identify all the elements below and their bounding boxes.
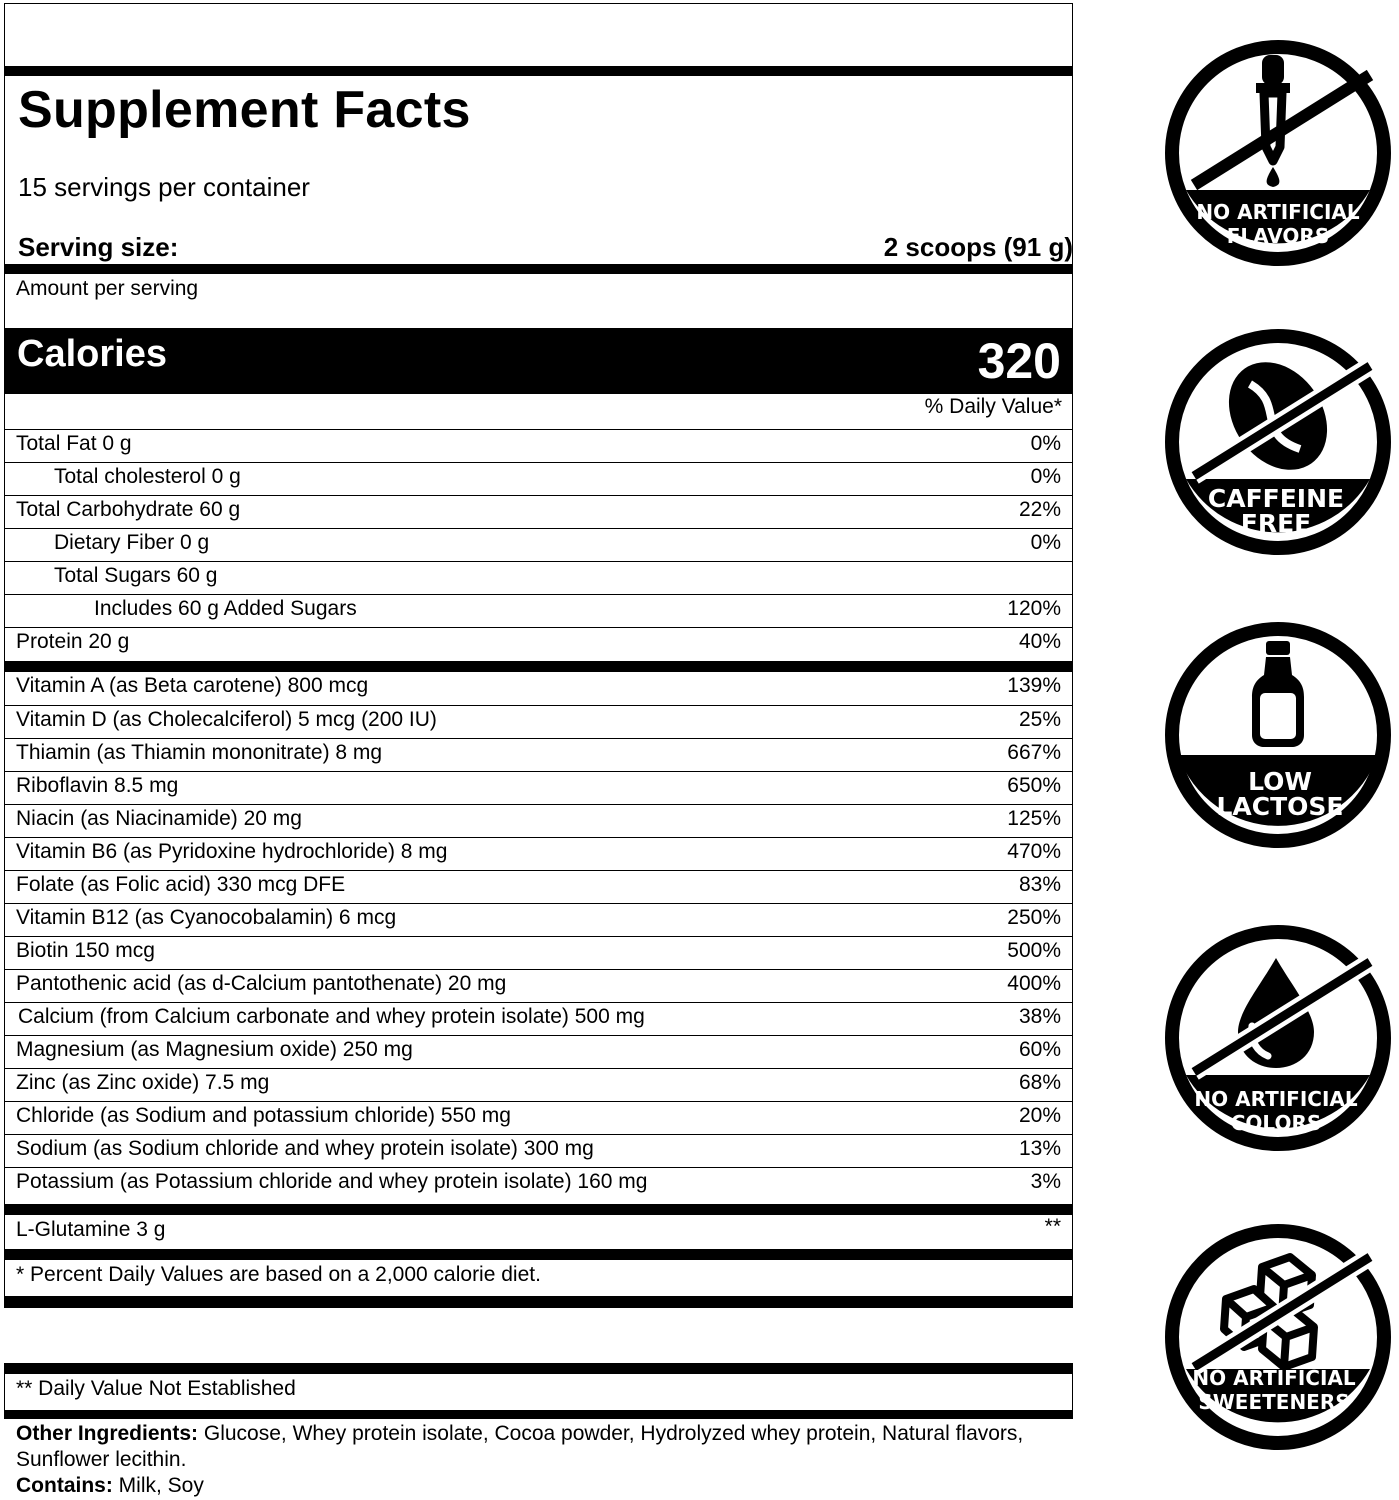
nutrient-row xyxy=(4,594,1073,627)
second-box-bottom-bar xyxy=(4,1410,1073,1419)
vitamin-name: Sodium (as Sodium chloride and whey protein isolate) 300 mg xyxy=(16,1137,594,1160)
servings-per-container: 15 servings per container xyxy=(18,172,310,202)
nutrient-dv: 0% xyxy=(1030,465,1061,488)
nutrient-name: Total Carbohydrate 60 g xyxy=(16,498,241,521)
vitamin-row xyxy=(4,738,1073,771)
other-ingredients-label: Other Ingredients: xyxy=(16,1422,199,1445)
footnote-daily-value: * Percent Daily Values are based on a 2,000 calorie diet. xyxy=(16,1263,541,1286)
badge-line2: SWEETENERS xyxy=(1198,1390,1350,1414)
panel-title: Supplement Facts xyxy=(18,81,471,139)
nutrient-row xyxy=(4,462,1073,495)
badge-no-artificial-flavors xyxy=(1160,35,1396,271)
nutrient-row xyxy=(4,495,1073,528)
badge-no-artificial-sweeteners xyxy=(1160,1219,1396,1455)
vitamin-name: Folate (as Folic acid) 330 mcg DFE xyxy=(16,873,346,896)
vitamin-name: Biotin 150 mcg xyxy=(16,939,155,962)
vitamin-dv: 139% xyxy=(1007,674,1061,697)
vitamin-row xyxy=(4,837,1073,870)
nutrient-dv: 0% xyxy=(1030,531,1061,554)
serving-divider xyxy=(4,264,1073,274)
nutrient-dv: 120% xyxy=(1007,597,1061,620)
contains-label: Contains: xyxy=(16,1474,113,1497)
badge-line2: LACTOSE xyxy=(1216,792,1344,821)
badge-no-artificial-colors xyxy=(1160,920,1396,1156)
nutrient-row xyxy=(4,429,1073,462)
serving-size-value: 2 scoops (91 g) xyxy=(884,232,1073,265)
vitamin-dv: 83% xyxy=(1018,873,1061,896)
vitamin-name: Calcium (from Calcium carbonate and whey protein isolate) 500 mg xyxy=(18,1005,645,1028)
contains-text: Milk, Soy xyxy=(112,1474,204,1497)
badge-line1: CAFFEINE xyxy=(1207,484,1345,513)
footnote-divider xyxy=(4,1249,1073,1260)
vitamin-row xyxy=(4,870,1073,903)
vitamin-dv: 38% xyxy=(1018,1005,1061,1028)
nutrient-name: Protein 20 g xyxy=(16,630,130,653)
calories-label: Calories xyxy=(17,333,167,375)
nutrient-row xyxy=(4,528,1073,561)
footnote-not-established: ** Daily Value Not Established xyxy=(16,1377,296,1400)
vitamin-row xyxy=(4,969,1073,1002)
nutrient-name: Total Fat 0 g xyxy=(16,432,132,455)
badge-line1: NO ARTIFICIAL xyxy=(1192,1366,1356,1390)
vitamin-row xyxy=(4,1068,1073,1101)
vitamin-dv: 25% xyxy=(1018,708,1061,731)
vitamin-dv: 400% xyxy=(1007,972,1061,995)
vitamin-name: Zinc (as Zinc oxide) 7.5 mg xyxy=(16,1071,270,1094)
vitamin-row xyxy=(4,1101,1073,1134)
nutrient-dv: 40% xyxy=(1018,630,1061,653)
calories-value: 320 xyxy=(977,333,1061,389)
vitamin-name: Magnesium (as Magnesium oxide) 250 mg xyxy=(16,1038,413,1061)
badge-line2: FLAVORS xyxy=(1226,224,1330,248)
daily-value-header: % Daily Value* xyxy=(924,395,1062,418)
vitamin-row xyxy=(4,771,1073,804)
vitamin-dv: 125% xyxy=(1007,807,1061,830)
nutrient-name: Includes 60 g Added Sugars xyxy=(94,597,357,620)
other-ingredients xyxy=(16,1421,1096,1499)
vitamin-name: Pantothenic acid (as d-Calcium pantothenate) 20 mg xyxy=(16,972,507,995)
vitamin-divider xyxy=(4,1204,1073,1215)
nutrient-name: Total cholesterol 0 g xyxy=(54,465,241,488)
vitamin-name: Thiamin (as Thiamin mononitrate) 8 mg xyxy=(16,741,383,764)
vitamin-row xyxy=(4,705,1073,738)
badge-low-lactose xyxy=(1160,617,1396,853)
badge-line2: COLORS xyxy=(1230,1111,1322,1135)
vitamin-row xyxy=(4,1134,1073,1167)
amount-per-serving: Amount per serving xyxy=(16,277,199,300)
nutrient-name: Dietary Fiber 0 g xyxy=(54,531,210,554)
serving-size-label: Serving size: xyxy=(18,232,179,262)
calories-band xyxy=(4,328,1073,394)
vitamin-row xyxy=(4,672,1073,705)
vitamin-dv: 250% xyxy=(1007,906,1061,929)
vitamin-dv: 3% xyxy=(1030,1170,1061,1193)
vitamin-name: Vitamin B12 (as Cyanocobalamin) 6 mcg xyxy=(16,906,397,929)
badge-line2: FREE xyxy=(1240,509,1312,538)
vitamin-dv: 60% xyxy=(1018,1038,1061,1061)
vitamin-dv: 650% xyxy=(1007,774,1061,797)
vitamin-row xyxy=(4,936,1073,969)
vitamin-name: Vitamin A (as Beta carotene) 800 mcg xyxy=(16,674,369,697)
badge-caffeine-free xyxy=(1160,324,1396,560)
vitamin-row xyxy=(4,903,1073,936)
nutrient-row xyxy=(4,561,1073,594)
vitamin-name: Potassium (as Potassium chloride and whey protein isolate) 160 mg xyxy=(16,1170,648,1193)
top-divider xyxy=(4,66,1073,76)
badge-line1: LOW xyxy=(1248,767,1312,796)
other-ingredients-text: Glucose, Whey protein isolate, Cocoa powder, Hydrolyzed whey protein, Natural flavors, Sunflower lecithin. xyxy=(16,1422,1024,1471)
badge-line1: NO ARTIFICIAL xyxy=(1196,200,1360,224)
vitamin-name: Vitamin B6 (as Pyridoxine hydrochloride) 8 mg xyxy=(16,840,448,863)
nutrient-dv: 22% xyxy=(1018,498,1061,521)
badge-line1: NO ARTIFICIAL xyxy=(1194,1087,1358,1111)
vitamin-dv: 20% xyxy=(1018,1104,1061,1127)
vitamin-dv: 667% xyxy=(1007,741,1061,764)
vitamin-dv: 470% xyxy=(1007,840,1061,863)
vitamin-dv: 68% xyxy=(1018,1071,1061,1094)
vitamin-row xyxy=(4,804,1073,837)
vitamin-row xyxy=(4,1167,1073,1200)
other-nutrient-name: L-Glutamine 3 g xyxy=(16,1218,166,1241)
vitamin-name: Vitamin D (as Cholecalciferol) 5 mcg (200 IU) xyxy=(16,708,437,731)
nutrient-dv: 0% xyxy=(1030,432,1061,455)
vitamin-dv: 13% xyxy=(1018,1137,1061,1160)
bottom-divider xyxy=(4,1296,1073,1308)
nutrient-name: Total Sugars 60 g xyxy=(54,564,218,587)
vitamin-row xyxy=(4,1002,1073,1035)
vitamin-name: Niacin (as Niacinamide) 20 mg xyxy=(16,807,302,830)
vitamin-dv: 500% xyxy=(1007,939,1061,962)
nutrient-row xyxy=(4,627,1073,660)
vitamin-name: Riboflavin 8.5 mg xyxy=(16,774,179,797)
vitamin-row xyxy=(4,1035,1073,1068)
vitamin-name: Chloride (as Sodium and potassium chloride) 550 mg xyxy=(16,1104,511,1127)
other-nutrient-row xyxy=(4,1215,1073,1249)
macro-divider xyxy=(4,661,1073,672)
other-nutrient-dv: ** xyxy=(1044,1215,1061,1238)
